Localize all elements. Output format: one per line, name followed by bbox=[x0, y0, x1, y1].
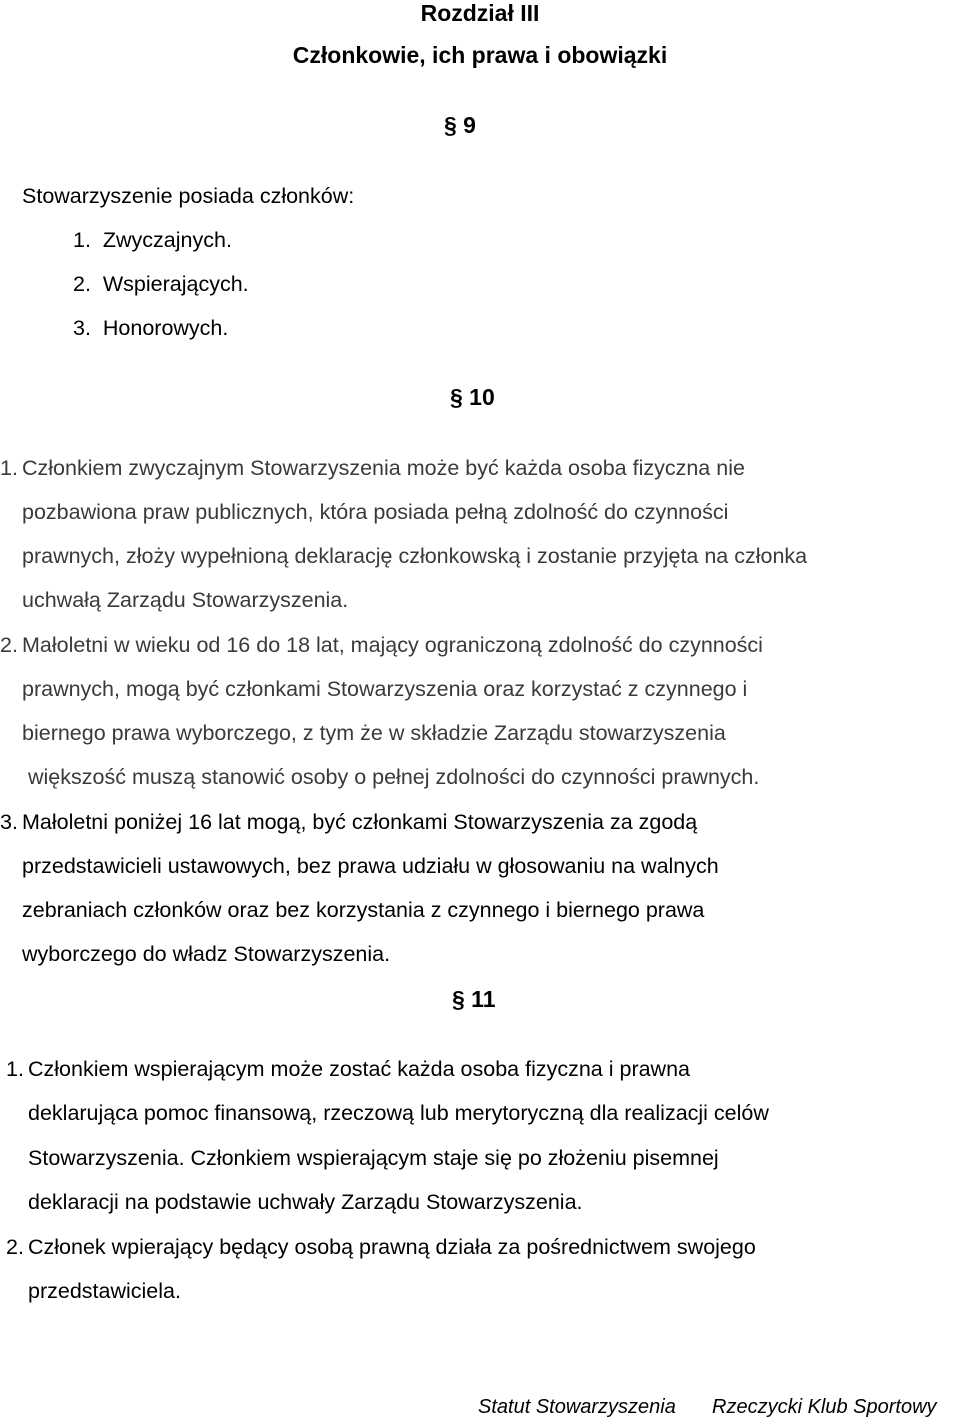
section-9-mark: § 9 bbox=[444, 112, 476, 138]
paragraph-line: większość muszą stanowić osoby o pełnej zdolności do czynności prawnych. bbox=[28, 765, 760, 789]
footer-left: Statut Stowarzyszenia bbox=[478, 1396, 676, 1418]
list-item-number: 2. bbox=[73, 272, 91, 296]
paragraph-line: Członkiem zwyczajnym Stowarzyszenia może być każda osoba fizyczna nie bbox=[22, 456, 745, 480]
list-item-text: Zwyczajnych. bbox=[102, 228, 232, 252]
paragraph-line: Członek wpierający będący osobą prawną działa za pośrednictwem swojego bbox=[28, 1235, 756, 1259]
list-item bbox=[73, 270, 249, 298]
paragraph-line: pozbawiona praw publicznych, która posiada pełną zdolność do czynności bbox=[22, 500, 729, 524]
paragraph-line: deklarująca pomoc finansową, rzeczową lub merytoryczną dla realizacji celów bbox=[28, 1101, 769, 1125]
list-item-number: 3. bbox=[73, 316, 91, 340]
paragraph-line: biernego prawa wyborczego, z tym że w składzie Zarządu stowarzyszenia bbox=[22, 721, 726, 745]
paragraph-number: 1. bbox=[6, 1057, 24, 1081]
paragraph-line: Członkiem wspierającym może zostać każda osoba fizyczna i prawna bbox=[28, 1057, 690, 1081]
chapter-subtitle: Członkowie, ich prawa i obowiązki bbox=[292, 42, 668, 68]
paragraph-line: przedstawiciela. bbox=[28, 1279, 181, 1303]
paragraph-line: Małoletni poniżej 16 lat mogą, być członkami Stowarzyszenia za zgodą bbox=[22, 810, 698, 834]
paragraph-line: uchwałą Zarządu Stowarzyszenia. bbox=[22, 588, 349, 612]
section-9-intro: Stowarzyszenie posiada członków: bbox=[22, 184, 355, 208]
paragraph-line: deklaracji na podstawie uchwały Zarządu Stowarzyszenia. bbox=[28, 1190, 583, 1214]
paragraph-number: 2. bbox=[0, 633, 18, 657]
list-item bbox=[73, 314, 228, 342]
paragraph-line: Małoletni w wieku od 16 do 18 lat, mający ograniczoną zdolność do czynności bbox=[22, 633, 763, 657]
paragraph-number: 3. bbox=[0, 810, 18, 834]
paragraph-number: 1. bbox=[0, 456, 18, 480]
list-item-number: 1. bbox=[73, 228, 91, 252]
list-item bbox=[73, 226, 232, 254]
list-item-text: Wspierających. bbox=[102, 272, 249, 296]
section-11-mark: § 11 bbox=[452, 986, 496, 1012]
paragraph-line: zebraniach członków oraz bez korzystania z czynnego i biernego prawa bbox=[22, 898, 705, 922]
paragraph-line: prawnych, złoży wypełnioną deklarację członkowską i zostanie przyjęta na członka bbox=[22, 544, 808, 568]
paragraph-line: Stowarzyszenia. Członkiem wspierającym staje się po złożeniu pisemnej bbox=[28, 1146, 719, 1170]
section-10-mark: § 10 bbox=[450, 384, 495, 410]
list-item-text: Honorowych. bbox=[102, 316, 229, 340]
paragraph-line: wyborczego do władz Stowarzyszenia. bbox=[22, 942, 391, 966]
paragraph-number: 2. bbox=[6, 1235, 24, 1259]
paragraph-line: prawnych, mogą być członkami Stowarzyszenia oraz korzystać z czynnego i bbox=[22, 677, 748, 701]
paragraph-line: przedstawicieli ustawowych, bez prawa udziału w głosowaniu na walnych bbox=[22, 854, 719, 878]
footer-right: Rzeczycki Klub Sportowy bbox=[712, 1396, 937, 1418]
chapter-title: Rozdział III bbox=[420, 0, 540, 26]
